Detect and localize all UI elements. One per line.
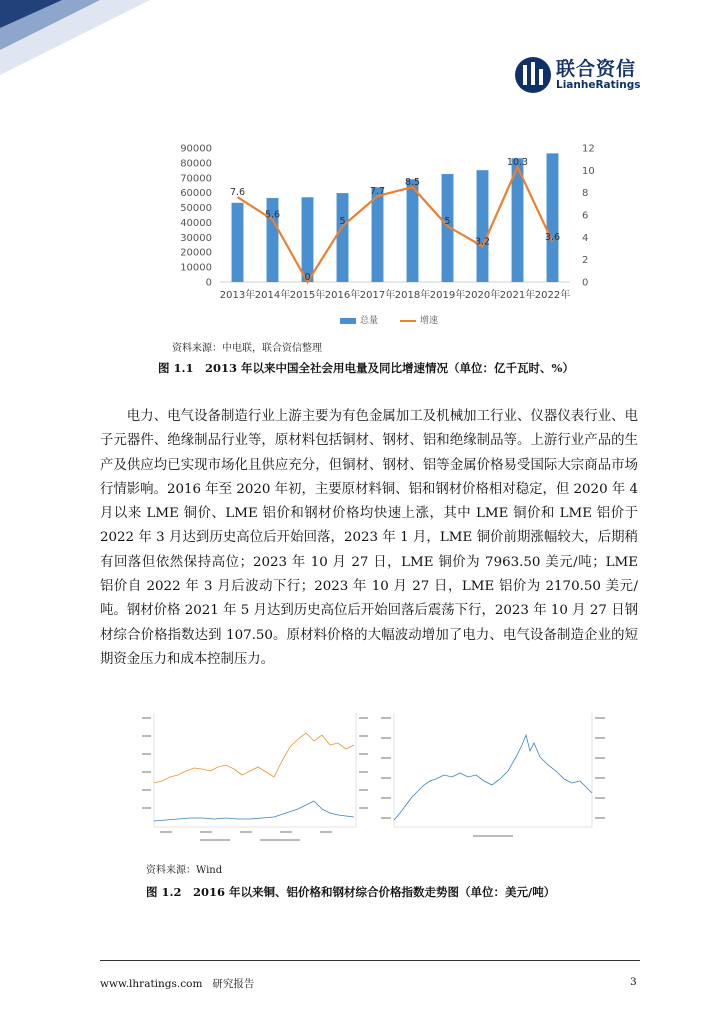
figure2-source: 资料来源：Wind [146,865,223,876]
growth-data-label: 7.7 [369,186,386,198]
left-axis-tick-label: 20000 [180,247,212,259]
bar-total-2022年 [544,153,561,282]
right-axis-tick-label: 12 [582,143,595,155]
footer-page-number: 3 [630,976,637,988]
right-axis-tick-label: 8 [582,188,589,200]
body-paragraph: 电力、电气设备制造行业上游主要为有色金属加工及机械加工行业、仪器仪表行业、电子元器件、绝缘制品行业等，原材料包括铜材、钢材、铝和绝缘制品等。上游行业产品的生产及供应均已实现市场化且供应充分，但铜材、钢材、铝等金属价格易受国际大宗商品市场行情影响。2016 年至 2020 年初，主要原材料铜、铝和钢材价格相对稳定，但 2020 年 4 月以来 LME 铜价、LME 铝价和钢材价格均快速上涨，其中 LME 铜价和 LME 铝价于 2022 年 3 月达到历史高位后开始回落，2023 年 1 月，LME 铜价前期涨幅较大，后期稍有回落但依然保持高位；2023 年 10 月 27 日，LME 铜价为 7963.50 美元/吨；LME 铝价自 2022 年 3 月后波动下行；2023 年 10 月 27 日，LME 铝价为 2170.50 美元/吨。钢材价格 2021 年 5 月达到历史高位后开始回落后震荡下行，2023 年 10 月 27 日钢材综合价格指数达到 107.50。原材料价格的大幅波动增加了电力、电气设备制造企业的短期资金压力和成本控制压力。 [100,409,639,667]
lianhe-ratings-logo [514,54,644,94]
copper-aluminium-price-chart [140,705,370,845]
x-axis-tick-label: 2020年 [464,290,501,301]
logo-english-name: LianheRatings [556,79,641,91]
legend-line-label: 增速 [420,316,439,326]
growth-data-label: 3.2 [474,236,491,248]
left-axis-tick-label: 10000 [180,262,212,274]
x-axis-tick-label: 2019年 [429,290,466,301]
figure1-source: 资料来源：中电联，联合资信整理 [172,343,322,354]
electricity-consumption-chart [150,138,600,328]
footer-left [100,976,254,991]
left-axis-tick-label: 40000 [180,217,212,229]
legend-line-swatch [400,320,416,322]
x-axis-tick-label: 2022年 [534,290,571,301]
x-axis-tick-label: 2021年 [499,290,536,301]
growth-data-label: 5 [339,216,346,228]
footer-divider [100,960,640,961]
growth-rate-line [238,167,553,282]
chart-background [140,705,370,845]
growth-data-label: 0 [304,272,311,283]
x-axis-tick-label: 2015年 [289,290,326,301]
figure2-caption: 图 1.2 2016 年以来铜、铝价格和钢材综合价格指数走势图（单位：美元/吨） [146,885,556,899]
footer-doc-type: 研究报告 [212,978,255,990]
right-axis-tick-label: 0 [582,277,589,289]
growth-data-label: 5.6 [264,209,281,221]
bar-total-2018年 [404,177,421,282]
lianhe-logo-icon [514,56,552,94]
left-axis-tick-label: 30000 [180,232,212,244]
left-axis-tick-label: 80000 [180,158,212,170]
left-axis-tick-label: 60000 [180,188,212,200]
legend-bar-swatch [340,318,356,324]
x-axis-tick-label: 2014年 [254,290,291,301]
right-axis-tick-label: 2 [582,255,589,267]
bar-total-2017年 [369,186,386,282]
chart-background [378,705,608,845]
logo-chinese-name: 联合资信 [556,58,637,80]
bar-total-2016年 [337,193,349,282]
figure1-caption: 图 1.1 2013 年以来中国全社会用电量及同比增速情况（单位：亿千瓦时、%） [158,361,574,375]
left-axis-tick-label: 90000 [180,143,212,155]
x-axis-tick-label: 2016年 [324,290,361,301]
growth-data-label: 8.5 [404,177,421,189]
x-axis-tick-label: 2017年 [359,290,396,301]
growth-data-label: 3.6 [544,231,561,243]
left-axis-tick-label: 50000 [180,203,212,215]
left-axis-tick-label: 70000 [180,173,212,185]
right-axis-tick-label: 4 [582,232,589,244]
left-axis-tick-label: 0 [205,277,212,289]
growth-data-label: 7.6 [229,187,246,199]
bar-total-2013年 [232,203,244,282]
growth-data-label: 10.3 [506,156,529,168]
x-axis-tick-label: 2018年 [394,290,431,301]
body-text [100,405,638,672]
legend-bar-label: 总量 [360,316,379,326]
right-axis-tick-label: 10 [582,165,595,177]
x-axis-tick-label: 2013年 [219,290,256,301]
steel-price-index-chart [378,705,608,845]
bar-total-2020年 [474,170,491,282]
header-corner-decoration [0,0,150,75]
right-axis-tick-label: 6 [582,210,589,222]
growth-data-label: 5 [444,216,451,228]
bar-total-2015年 [302,197,314,282]
footer-website: www.lhratings.com [100,978,203,990]
chart-legend [340,313,438,326]
